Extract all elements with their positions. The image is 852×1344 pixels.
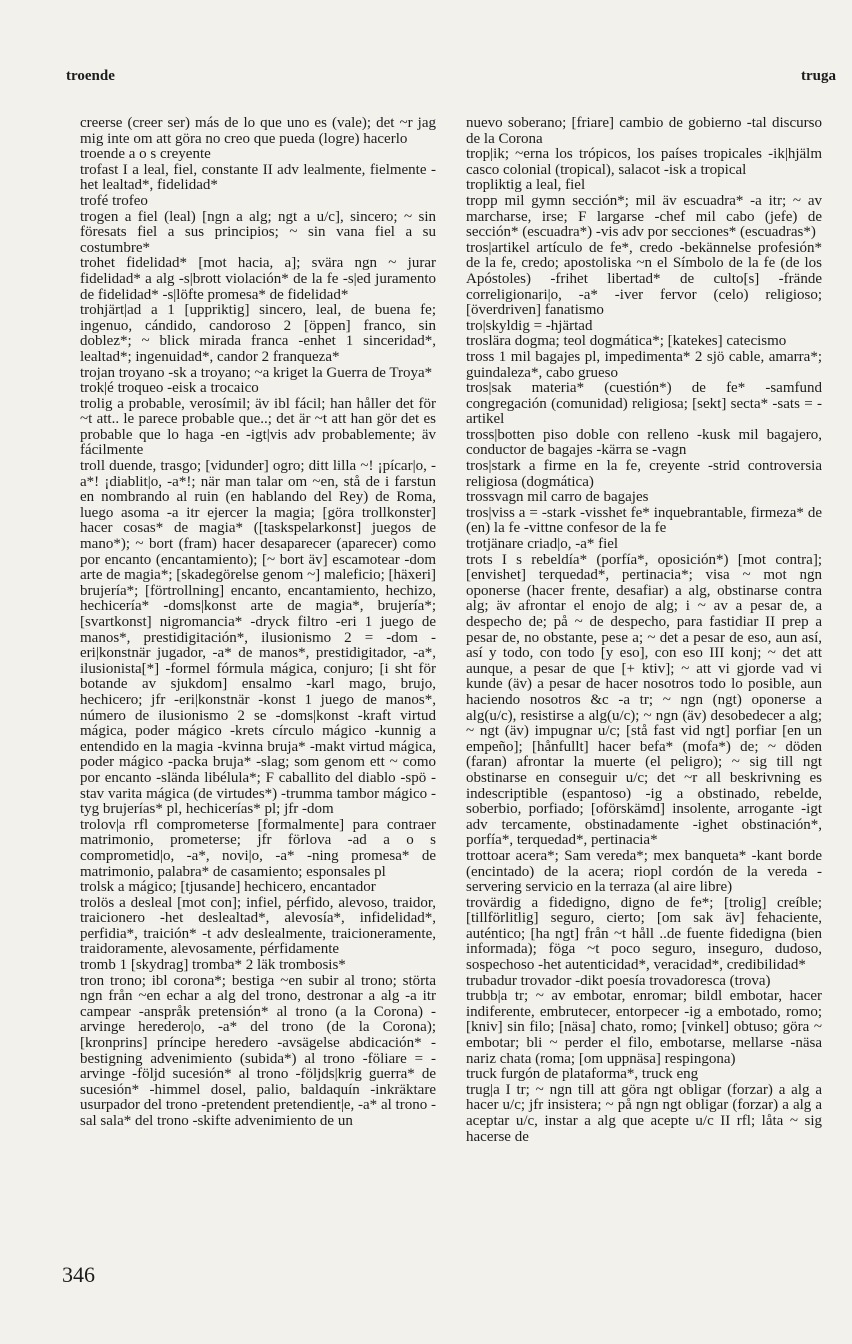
dictionary-entry: trolov|a rfl comprometerse [formalmente] para contraer matrimonio, prometerse; jfr förlova -ad a o s comprometid|o, -a*, novi|o, -a* -ning promesa* de matrimonio, palabra* de casamiento; esponsales pl [80,816,436,880]
dictionary-entry: nuevo soberano; [friare] cambio de gobierno -tal discurso de la Corona [466,115,822,147]
dictionary-entry: tromb 1 [skydrag] tromba* 2 läk trombosis* [80,957,346,974]
guide-word-right: truga [801,68,836,84]
dictionary-entry: trots I s rebeldía* (porfía*, oposición*) [mot contra]; [envishet] terquedad*, pertinacia*; visa ~ mot ngn oponerse (hacer frente, desafiar) a alg, obstinarse contra alg; äv afrontar el enojo de alg; i ~ av a pesar de, a despecho de; på ~ de despecho, para fastidiar II prep a pesar de, no obstante, pese a; ~ det a pesar de eso, aun así, así y todo, con todo [y eso], con eso III konj; ~ det att aunque, a pesar de que [+ ktiv]; ~ att vi gjorde vad vi kunde (äv) a pesar de hacer nosotros todo lo posible, aun haciendo nosotros &c -a tr; ~ ngn (ngt) oponerse a alg(u/c), resistirse a alg(u/c); ~ ngn (äv) desobedecer a alg; ~ ngt (äv) impugnar u/c; [stå fast vid ngt] porfiar [en un empeño]; [hånfullt] hacer befa* (mofa*) de; ~ döden (faran) afrontar la muerte (el peligro); ~ sig till ngt obstinarse en conseguir u/c; det ~r all beskrivning es indescriptible (espantoso) -ig a obstinado, rebelde, soberbio, porfiado; [oförskämd] insolente, arrogante -igt adv tercamente, obstinadamente -ighet obstinación*, porfía*, terquedad*, pertinacia* [466,551,822,849]
dictionary-entry: trop|ik; ~erna los trópicos, los países tropicales -ik|hjälm casco colonial (tropical), salacot -isk a tropical [466,146,822,178]
dictionary-entry: tros|viss a = -stark -visshet fe* inquebrantable, firmeza* de (en) la fe -vittne confesor de la fe [466,504,822,537]
dictionary-entry: troslära dogma; teol dogmática*; [katekes] catecismo [466,333,787,350]
dictionary-entry: troll duende, trasgo; [vidunder] ogro; ditt lilla ~! ¡pícar|o, -a*! ¡diablit|o, -a*!; när man talar om ~en, stå de i farstun en nombrando al ruin (en hablando del Rey) de Roma, luego asoma -a itr ejercer la magia; [göra trollkonster] hacer cosas* de magia* ([taskspelarkonst] juegos de mano*); ~ bort (fram) hacer desaparecer (aparecer) como por encanto (encantamiento); [~ bort äv] escamotear -dom arte de magia*; [skadegörelse genom ~] maleficio; [häxeri] brujería*; [förtrollning] encanto, encantamiento, hechizo, hechicería* -doms|konst arte de magia*, brujería*; [svartkonst] nigromancia* -dryck filtro -eri 1 juego de manos*, prestidigitación*, ilusionismo 2 = -dom -eri|konstnär jugador, -a* de manos*, prestidigitador, -a*, ilusionista[*] -formel fórmula mágica, conjuro; [i sht för botande av sjukdom] ensalmo -karl mago, brujo, hechicero; jfr -eri|konstnär -konst 1 juego de manos*, número de ilusionismo 2 se -doms|konst -kraft virtud mágica, poder mágico -krets círculo mágico -kunnig a entendido en la magia -kvinna bruja* -makt virtud mágica, poder mágico -packa bruja* -slag; som genom ett ~ como por encanto -slända libélula*; F caballito del diablo -spö -stav varita mágica (de virtudes*) -trumma tambor mágico -tyg brujerías* pl, hechicerías* pl; jfr -dom [80,458,436,818]
dictionary-entry: tropp mil gymn sección*; mil äv escuadra* -a itr; ~ av marcharse, irse; F largarse -chef mil cabo (jefe) de sección* (escuadra*) -vis adv por secciones* (escuadras*) [466,192,822,241]
dictionary-entry: trok|é troqueo -eisk a trocaico [80,380,259,397]
dictionary-entry: tross|botten piso doble con relleno -kusk mil bagajero, conductor de bagajes -kärra se -vagn [466,426,822,459]
dictionary-entry: trojan troyano -sk a troyano; ~a kriget la Guerra de Troya* [80,364,433,381]
guide-word-left: troende [66,68,115,84]
dictionary-entry: trolsk a mágico; [tjusande] hechicero, encantador [80,879,376,896]
dictionary-entry: trohet fidelidad* [mot hacia, a]; svära ngn ~ jurar fidelidad* a alg -s|brott violación* de la fe -s|ed juramento de fidelidad* -s|löfte promesa* de fidelidad* [80,255,436,303]
dictionary-entry: truck furgón de plataforma*, truck eng [466,1066,699,1083]
dictionary-entry: trubadur trovador -dikt poesía trovadoresca (trova) [466,972,771,989]
dictionary-entry: trovärdig a fidedigno, digno de fe*; [trolig] creíble; [tillförlitlig] seguro, cierto; [om sak äv] fehaciente, auténtico; [ha ngt] från ~t håll ..de fuente fidedigna (bien informada); föga ~t poco seguro, inseguro, dudoso, sospechoso -het autenticidad*, veracidad*, credibilidad* [466,894,822,974]
dictionary-entry: tros|stark a firme en la fe, creyente -strid controversia religiosa (dogmática) [466,458,822,490]
dictionary-entry: tro|skyldig = -hjärtad [466,317,593,334]
column-left [80,116,436,1130]
dictionary-entry: trofé trofeo [80,192,148,209]
dictionary-entry: tropliktig a leal, fiel [466,177,586,194]
dictionary-entry: tross 1 mil bagajes pl, impedimenta* 2 sjö cable, amarra*; guindaleza*, cabo grueso [466,348,822,381]
dictionary-entry: trolig a probable, verosímil; äv ibl fácil; han håller det för ~t att.. le parece probable que..; det är ~t att han gör det es probable que lo haga -en -igt|vis adv probablemente; äv fácilmente [80,395,436,459]
page-number: 346 [62,1262,95,1287]
dictionary-entry: trohjärt|ad a 1 [uppriktig] sincero, leal, de buena fe; ingenuo, cándido, candoroso 2 [öppen] franco, sin doblez*; ~ blick mirada franca -enhet 1 sinceridad*, lealtad*; ingenuidad*, candor 2 franqueza* [80,302,436,365]
dictionary-entry: trubb|a tr; ~ av embotar, enromar; bildl embotar, hacer indiferente, embrutecer, entorpecer -ig a embotado, romo; [kniv] sin filo; [näsa] chato, romo; [vinkel] obtuso; göra ~ embotar; bli ~ perder el filo, embotarse, mellarse -näsa nariz chata (roma; [om uppnäsa] respingona) [466,988,822,1067]
dictionary-entry: trotjänare criad|o, -a* fiel [466,536,619,553]
dictionary-entry: troende a o s creyente [80,146,211,163]
dictionary-entry: trofast I a leal, fiel, constante II adv lealmente, fielmente -het lealtad*, fidelidad* [80,161,436,194]
dictionary-entry: creerse (creer ser) más de lo que uno es (vale); det ~r jag mig inte om att göra no creo que pueda (logre) hacerlo [80,115,436,147]
dictionary-entry: trottoar acera*; Sam vereda*; mex banqueta* -kant borde (encintado) de la acera; riopl cordón de la vereda -servering servicio en la terraza (al aire libre) [466,847,822,896]
dictionary-entry: tros|artikel artículo de fe*, credo -bekännelse profesión* de la fe, credo; apostoliska ~n el Símbolo de la fe (de los Apóstoles) -frihet libertad* de culto[s] -frände correligionari|o, -a* -iver fervor (celo) religioso; [överdriven] fanatismo [466,239,822,319]
dictionary-entry: trolös a desleal [mot con]; infiel, pérfido, alevoso, traidor, traicionero -het deslealtad*, alevosía*, infidelidad*, perfidia*, traición* -t adv deslealmente, traicioneramente, traidoramente, alevosamente, pérfidamente [80,894,436,958]
column-right [466,116,822,1145]
dictionary-entry: tron trono; ibl corona*; bestiga ~en subir al trono; störta ngn från ~en echar a alg del trono, destronar a alg -a itr campear -anspråk pretensión* al trono (a la Corona) -arvinge heredero|o, -a* del trono (de la Corona); [kronprins] príncipe heredero -avsägelse abdicación* -bestigning advenimiento (subida*) al trono -föliare = -arvinge -följd sucesión* al trono -följds|krig guerra* de sucesión* -himmel dosel, palio, baldaquín -inkräktare usurpador del trono -pretendent pretendient|e, -a* al trono -sal sala* del trono -skifte advenimiento de un [80,972,436,1129]
dictionary-entry: tros|sak materia* (cuestión*) de fe* -samfund congregación (comunidad) religiosa; [sekt] secta* -sats = -artikel [466,380,822,428]
dictionary-entry: trug|a I tr; ~ ngn till att göra ngt obligar (forzar) a alg a hacer u/c; jfr insistera; ~ på ngn ngt obligar (forzar) a alg a aceptar u/c, instar a alg que acepte u/c II rfl; låta ~ sig hacerse de [466,1081,822,1145]
dictionary-entry: trogen a fiel (leal) [ngn a alg; ngt a u/c], sincero; ~ sin föresats fiel a sus principios; ~ sin vana fiel a su costumbre* [80,208,436,256]
dictionary-entry: trossvagn mil carro de bagajes [466,489,649,506]
